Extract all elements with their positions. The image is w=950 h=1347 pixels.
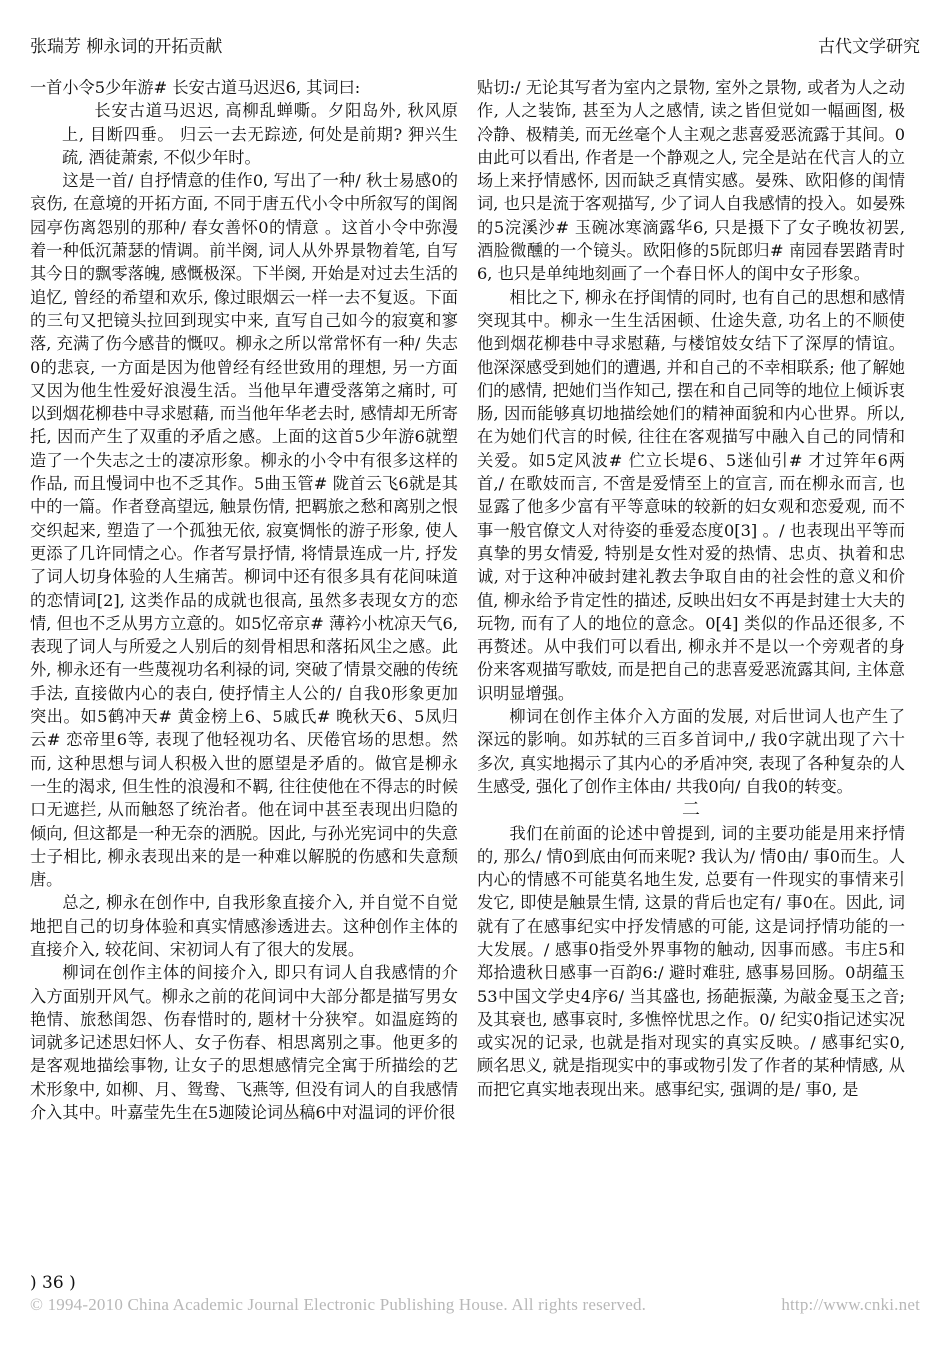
right-column (477, 76, 905, 1101)
right-paragraph-2: 相比之下, 柳永在抒闺情的同时, 也有自己的思想和感情突现其中。柳永一生生活困顿、仕途失意, 功名上的不顺使他到烟花柳巷中寻求慰藉, 与楼馆妓女结下了深厚的情谊。他深深感受到她们的遭遇, 并和自己的不幸相联系; 他了解她们的感情, 把她们当作知己, 摆在和自己同等的地位上倾诉衷肠, 因而能够真切地描绘她们的精神面貌和内心世界。所以, 在为她们代言的时候, 往往在客观描写中融入自己的同情和关爱。如5定风波# 伫立长堤6、5迷仙引# 才过笄年6两首,/ 在歌妓而言, 不啻是爱情至上的宣言, 而在柳永而言, 也显露了他多少富有平等意味的较新的妇女观和恋爱观, 而不事一般官僚文人对待姿的垂爱态度0[3] 。/ 也表现出平等而真挚的男女情爱, 特别是女性对爱的热情、忠贞、执着和忠诚, 对于这种冲破封建礼教去争取自由的社会性的意义和价值, 柳永给予肯定性的描述, 反映出妇女不再是封建士大夫的玩物, 而有了人的地位的意念。0[4] 类似的作品还很多, 不再赘述。从中我们可以看出, 柳永并不是以一个旁观者的身份来客观描写歌妓, 而是把自己的悲喜爱恶流露其间, 主体意识明显增强。 (477, 287, 905, 703)
header-journal-section: 古代文学研究 (818, 37, 920, 57)
copyright-text: © 1994-2010 China Academic Journal Electronic Publishing House. All rights reserved. (30, 1295, 647, 1314)
quoted-poem: 长安古道马迟迟, 高柳乱蝉嘶。夕阳岛外, 秋风原上, 目断四垂。 归云一去无踪迹, 何处是前期? 狎兴生疏, 酒徒萧索, 不似少年时。 (62, 101, 458, 167)
right-paragraph-continued: 贴切:/ 无论其写者为室内之景物, 室外之景物, 或者为人之动作, 人之装饰, 甚至为人之感情, 读之皆但觉如一幅画图, 极冷静、极精美, 而无丝毫个人主观之悲喜爱恶流露于其间。0由此可以看出, 作者是一个静观之人, 完全是站在代言人的立场上来抒情感怀, 因而缺乏真情实感。晏殊、欧阳修的闺情词, 也只是流于客观描写, 少了词人自我感情的投入。如晏殊的5浣溪沙# 玉碗冰寒滴露华6, 只是摄下了女子晚妆初罢, 酒脸微醺的一个镜头。欧阳修的5阮郎归# 南园春罢踏青时6, 也只是单纯地刻画了一个春日怀人的闺中女子形象。 (477, 78, 905, 284)
page-number: ) 36 ) (30, 1273, 76, 1293)
running-header (30, 34, 920, 60)
left-intro-line: 一首小令5少年游# 长安古道马迟迟6, 其词曰: (30, 78, 361, 97)
copyright-watermark (30, 1293, 920, 1317)
right-paragraph-3: 柳词在创作主体介入方面的发展, 对后世词人也产生了深远的影响。如苏轼的三百多首词中,/ 我0字就出现了六十多次, 真实地揭示了其内心的矛盾冲突, 表现了各种复杂的人生感受, 强化了创作主体由/ 共我0向/ 自我0的转变。 (477, 707, 905, 796)
left-paragraph-1: 这是一首/ 自抒情意的佳作0, 写出了一种/ 秋士易感0的哀伤, 在意境的开拓方面, 不同于唐五代小令中所叙写的闺阁园亭伤离怨别的那种/ 春女善怀0的情意 。这首小令中弥漫着一种低沉萧瑟的情调。前半阕, 词人从外界景物着笔, 自写其今日的飘零落魄, 感慨极深。下半阕, 开始是对过去生活的追忆, 曾经的希望和欢乐, 像过眼烟云一样一去不复返。下面的三句又把镜头拉回到现实中来, 直写自己如今的寂寞和寥落, 充满了伤今感昔的慨叹。柳永之所以常常怀有一种/ 失志0的悲哀, 一方面是因为他曾经有经世致用的理想, 另一方面又因为他生性爱好浪漫生活。当他早年遭受落第之痛时, 可以到烟花柳巷中寻求慰藉, 而当他年华老去时, 感情却无所寄托, 因而产生了双重的矛盾之感。上面的这首5少年游6就塑造了一个失志之士的凄凉形象。柳永的小令中有很多这样的作品, 而且慢词中也不乏其作。5曲玉管# 陇首云飞6就是其中的一篇。作者登高望远, 触景伤情, 把羁旅之愁和离别之恨交织起来, 塑造了一个孤独无依, 寂寞惆怅的游子形象, 使人更添了几许同情之心。作者写景抒情, 将情景连成一片, 抒发了词人切身体验的人生痛苦。柳词中还有很多具有花间味道的恋情词[2], 这类作品的成就也很高, 虽然多表现女方的恋情, 但也不乏从男方立意的。如5忆帝京# 薄衿小枕凉天气6, 表现了词人与所爱之人别后的刻骨相思和落拓风尘之感。此外, 柳永还有一些蔑视功名利禄的词, 突破了情景交融的传统手法, 直接做内心的表白, 使抒情主人公的/ 自我0形象更加突出。如5鹤冲天# 黄金榜上6、5戚氏# 晚秋天6、5凤归云# 恋帝里6等, 表现了他轻视功名、厌倦官场的思想。然而, 这种思想与词人积极入世的愿望是矛盾的。做官是柳永一生的渴求, 但生性的浪漫和不羁, 往往使他在不得志的时候口无遮拦, 从而触怒了统治者。他在词中甚至表现出归隐的倾向, 但这都是一种无奈的洒脱。因此, 与孙光宪词中的失意士子相比, 柳永表现出来的是一种难以解脱的伤感和失意颓唐。 (30, 171, 458, 890)
left-paragraph-2: 总之, 柳永在创作中, 自我形象直接介入, 并自觉不自觉地把自己的切身体验和真实情感渗透进去。这种创作主体的直接介入, 较花间、宋初词人有了很大的发展。 (30, 893, 458, 959)
header-author-title: 张瑞芳 柳永词的开拓贡献 (30, 37, 223, 57)
cnki-url: http://www.cnki.net (781, 1295, 920, 1314)
left-column (30, 76, 458, 1124)
left-paragraph-3: 柳词在创作主体的间接介入, 即只有词人自我感情的介入方面别开风气。柳永之前的花间词中大部分都是描写男女艳情、旅愁闺怨、伤春惜时的, 题材十分狭窄。如温庭筠的词就多记述思妇怀人、女子伤春、相思离别之事。他更多的是客观地描绘事物, 让女子的思想感情完全寓于所描绘的艺术形象中, 如柳、月、鸳鸯、飞燕等, 但没有词人的自我感情介入其中。叶嘉莹先生在5迦陵论词丛稿6中对温词的评价很 (30, 963, 458, 1123)
section-heading: 二 (682, 799, 700, 821)
right-paragraph-4: 我们在前面的论述中曾提到, 词的主要功能是用来抒情的, 那么/ 情0到底由何而来呢? 我认为/ 情0由/ 事0而生。人内心的情感不可能莫名地生发, 总要有一件现实的事情来引发它, 即使是触景生情, 这景的背后也定有/ 事0在。因此, 词就有了在感事纪实中抒发情感的可能, 这是词抒情功能的一大发展。/ 感事0指受外界事物的触动, 因事而感。韦庄5和郑拾遗秋日感事一百韵6:/ 避时难驻, 感事易回肠。0胡蕴玉53中国文学史4序6/ 当其盛也, 扬葩振藻, 为敲金戛玉之音; 及其衰也, 感事哀时, 多憔悴忧思之作。0/ 纪实0指记述实况或实况的记录, 也就是指对现实的真实反映。/ 感事纪实0, 顾名思义, 就是指现实中的事或物引发了作者的某种情感, 从而把它真实地表现出来。感事纪实, 强调的是/ 事0, 是 (477, 823, 905, 1099)
